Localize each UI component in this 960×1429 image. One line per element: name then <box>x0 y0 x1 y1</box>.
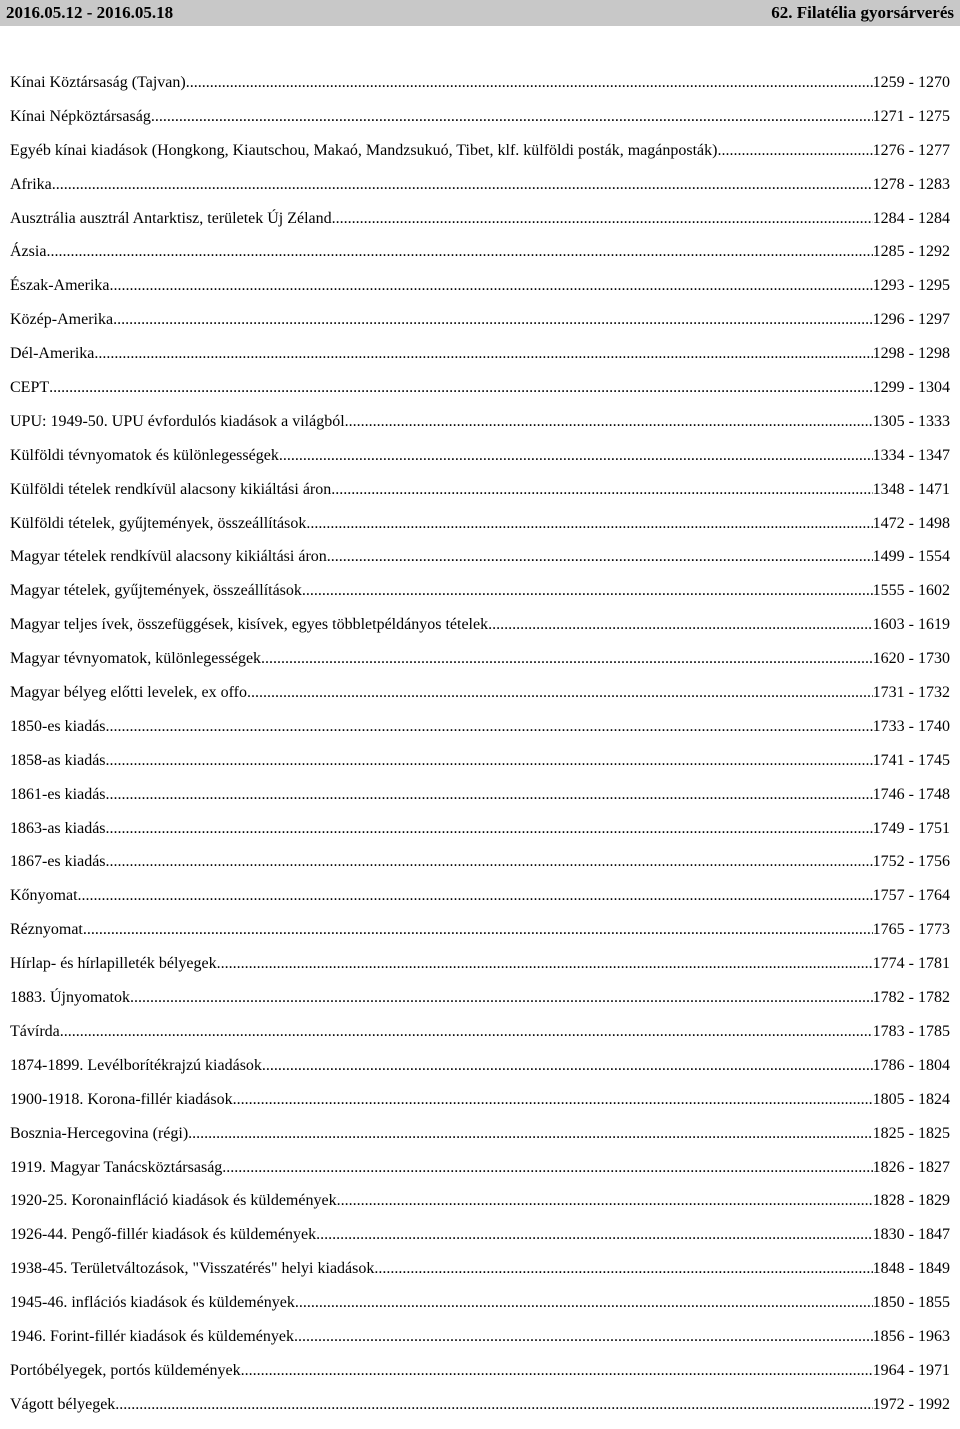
toc-dot-leader <box>332 209 873 229</box>
toc-dot-leader <box>488 615 873 635</box>
toc-entry-lot-range: 1285 - 1292 <box>872 243 950 261</box>
toc-entry-title: 1945-46. inflációs kiadások és küldemények <box>10 1294 295 1312</box>
toc-dot-leader <box>130 988 873 1008</box>
toc-entry[interactable] <box>10 209 950 243</box>
toc-entry-lot-range: 1293 - 1295 <box>872 277 950 295</box>
toc-dot-leader <box>717 141 872 161</box>
toc-entry-lot-range: 1278 - 1283 <box>872 175 950 193</box>
toc-entry[interactable] <box>10 344 950 378</box>
toc-entry-title: 1883. Újnyomatok <box>10 989 130 1007</box>
toc-entry[interactable] <box>10 1327 950 1361</box>
toc-entry[interactable] <box>10 954 950 988</box>
toc-dot-leader <box>337 1191 873 1211</box>
toc-entry[interactable] <box>10 785 950 819</box>
toc-entry-lot-range: 1765 - 1773 <box>872 921 950 939</box>
toc-entry-lot-range: 1746 - 1748 <box>872 785 950 803</box>
toc-entry-title: 1938-45. Területváltozások, "Visszatérés" helyi kiadások <box>10 1260 375 1278</box>
toc-dot-leader <box>261 649 873 669</box>
toc-entry-title: Magyar tévnyomatok, különlegességek <box>10 650 262 668</box>
toc-entry[interactable] <box>10 446 950 480</box>
toc-entry-lot-range: 1334 - 1347 <box>872 446 950 464</box>
toc-dot-leader <box>241 1361 873 1381</box>
toc-entry[interactable] <box>10 73 950 107</box>
toc-entry-title: Magyar tételek rendkívül alacsony kikiáltási áron <box>10 548 327 566</box>
toc-entry[interactable] <box>10 276 950 310</box>
toc-dot-leader <box>115 1395 872 1415</box>
toc-entry-title: Külföldi tévnyomatok és különlegességek <box>10 446 279 464</box>
toc-entry-lot-range: 1603 - 1619 <box>872 616 950 634</box>
toc-entry-lot-range: 1830 - 1847 <box>872 1226 950 1244</box>
toc-entry[interactable] <box>10 514 950 548</box>
toc-entry-lot-range: 1296 - 1297 <box>872 311 950 329</box>
toc-entry-lot-range: 1826 - 1827 <box>872 1158 950 1176</box>
toc-entry-title: 1926-44. Pengő-fillér kiadások és küldemények <box>10 1226 317 1244</box>
toc-dot-leader <box>262 1056 873 1076</box>
toc-entry-lot-range: 1850 - 1855 <box>872 1294 950 1312</box>
toc-entry[interactable] <box>10 1191 950 1225</box>
toc-entry-title: 1900-1918. Korona-fillér kiadások <box>10 1090 233 1108</box>
toc-dot-leader <box>106 717 873 737</box>
toc-entry[interactable] <box>10 1259 950 1293</box>
toc-entry-title: Egyéb kínai kiadások (Hongkong, Kiautschou, Makaó, Mandzsukuó, Tibet, klf. külföldi posták, magánposták) <box>10 141 718 159</box>
toc-entry[interactable] <box>10 988 950 1022</box>
toc-entry-title: Afrika <box>10 175 52 193</box>
toc-entry[interactable] <box>10 920 950 954</box>
toc-entry-title: Közép-Amerika <box>10 311 114 329</box>
toc-dot-leader <box>78 886 873 906</box>
toc-dot-leader <box>83 920 873 940</box>
toc-entry-lot-range: 1284 - 1284 <box>872 209 950 227</box>
toc-entry-lot-range: 1783 - 1785 <box>872 1022 950 1040</box>
toc-entry[interactable] <box>10 1090 950 1124</box>
toc-entry-lot-range: 1731 - 1732 <box>872 684 950 702</box>
toc-entry-title: 1863-as kiadás <box>10 819 106 837</box>
toc-dot-leader <box>217 954 873 974</box>
toc-dot-leader <box>106 819 873 839</box>
toc-entry-title: CEPT <box>10 379 50 397</box>
toc-entry-lot-range: 1472 - 1498 <box>872 514 950 532</box>
toc-entry-title: Kínai Köztársaság (Tajvan) <box>10 74 186 91</box>
toc-entry-lot-range: 1782 - 1782 <box>872 989 950 1007</box>
toc-dot-leader <box>52 175 873 195</box>
toc-entry-title: Réznyomat <box>10 921 83 939</box>
toc-entry[interactable] <box>10 1293 950 1327</box>
toc-dot-leader <box>222 1158 872 1178</box>
toc-dot-leader <box>294 1327 873 1347</box>
page-header <box>0 0 960 26</box>
toc-entry-lot-range: 1276 - 1277 <box>872 141 950 159</box>
toc-entry-lot-range: 1305 - 1333 <box>872 412 950 430</box>
toc-entry-lot-range: 1499 - 1554 <box>872 548 950 566</box>
toc-entry-title: 1920-25. Koronainfláció kiadások és küldemények <box>10 1192 337 1210</box>
toc-dot-leader <box>295 1293 873 1313</box>
toc-entry-title: Külföldi tételek, gyűjtemények, összeállítások <box>10 514 307 532</box>
toc-entry-lot-range: 1555 - 1602 <box>872 582 950 600</box>
auction-date-range: 2016.05.12 - 2016.05.18 <box>6 3 174 22</box>
toc-entry[interactable] <box>10 1124 950 1158</box>
toc-entry-title: Hírlap- és hírlapilleték bélyegek <box>10 955 217 973</box>
toc-dot-leader <box>186 73 873 93</box>
toc-entry[interactable] <box>10 852 950 886</box>
toc-dot-leader <box>279 446 873 466</box>
toc-entry-lot-range: 1620 - 1730 <box>872 650 950 668</box>
toc-entry-title: 1874-1899. Levélborítékrajzú kiadások <box>10 1056 262 1074</box>
toc-entry-lot-range: 1972 - 1992 <box>872 1395 950 1413</box>
toc-entry-lot-range: 1805 - 1824 <box>872 1090 950 1108</box>
toc-entry-title: Távírda <box>10 1022 60 1040</box>
toc-entry-title: 1919. Magyar Tanácsköztársaság <box>10 1158 223 1176</box>
toc-entry[interactable] <box>10 1056 950 1090</box>
toc-entry-lot-range: 1749 - 1751 <box>872 819 950 837</box>
toc-entry[interactable] <box>10 683 950 717</box>
toc-entry[interactable] <box>10 1361 950 1395</box>
toc-entry[interactable] <box>10 480 950 514</box>
toc-entry-lot-range: 1856 - 1963 <box>872 1327 950 1345</box>
toc-entry-title: Magyar bélyeg előtti levelek, ex offo <box>10 684 247 702</box>
toc-entry-lot-range: 1757 - 1764 <box>872 887 950 905</box>
toc-entry-lot-range: 1259 - 1270 <box>872 74 950 91</box>
toc-dot-leader <box>60 1022 873 1042</box>
toc-entry-title: Magyar teljes ívek, összefüggések, kisívek, egyes többletpéldányos tételek <box>10 616 489 634</box>
toc-entry-title: 1861-es kiadás <box>10 785 106 803</box>
toc-dot-leader <box>302 581 873 601</box>
toc-entry-title: Dél-Amerika <box>10 345 95 363</box>
toc-entry-title: Portóbélyegek, portós küldemények <box>10 1361 241 1379</box>
toc-entry[interactable] <box>10 751 950 785</box>
toc-dot-leader <box>46 242 872 262</box>
toc-entry-title: 1946. Forint-fillér kiadások és küldemények <box>10 1327 294 1345</box>
toc-entry[interactable] <box>10 1225 950 1259</box>
toc-entry-title: UPU: 1949-50. UPU évfordulós kiadások a világból <box>10 412 345 430</box>
toc-entry[interactable] <box>10 1395 950 1429</box>
toc-entry-title: 1867-es kiadás <box>10 853 106 871</box>
toc-entry-title: Ázsia <box>10 243 47 261</box>
toc-entry-lot-range: 1828 - 1829 <box>872 1192 950 1210</box>
table-of-contents <box>10 73 950 1429</box>
toc-entry-lot-range: 1774 - 1781 <box>872 955 950 973</box>
toc-entry-title: Ausztrália ausztrál Antarktisz, területek Új Zéland <box>10 209 332 227</box>
toc-entry-lot-range: 1299 - 1304 <box>872 379 950 397</box>
toc-dot-leader <box>94 344 872 364</box>
toc-entry-lot-range: 1741 - 1745 <box>872 751 950 769</box>
toc-entry-title: Magyar tételek, gyűjtemények, összeállítások <box>10 582 302 600</box>
toc-entry[interactable] <box>10 1158 950 1192</box>
toc-entry-lot-range: 1786 - 1804 <box>872 1056 950 1074</box>
toc-dot-leader <box>49 378 873 398</box>
auction-title: 62. Filatélia gyorsárverés <box>771 3 954 22</box>
toc-dot-leader <box>316 1225 873 1245</box>
toc-entry[interactable] <box>10 581 950 615</box>
toc-dot-leader <box>113 310 873 330</box>
toc-dot-leader <box>106 852 873 872</box>
toc-entry[interactable] <box>10 615 950 649</box>
toc-entry-title: 1858-as kiadás <box>10 751 106 769</box>
toc-dot-leader <box>106 785 873 805</box>
toc-entry[interactable] <box>10 412 950 446</box>
toc-entry-title: Észak-Amerika <box>10 277 110 295</box>
toc-dot-leader <box>247 683 873 703</box>
toc-entry-title: Külföldi tételek rendkívül alacsony kikiáltási áron <box>10 480 332 498</box>
toc-dot-leader <box>331 480 872 500</box>
toc-entry-title: 1850-es kiadás <box>10 717 106 735</box>
toc-dot-leader <box>110 276 873 296</box>
toc-entry-lot-range: 1825 - 1825 <box>872 1124 950 1142</box>
toc-entry[interactable] <box>10 242 950 276</box>
toc-dot-leader <box>188 1124 873 1144</box>
toc-entry[interactable] <box>10 886 950 920</box>
toc-entry-lot-range: 1964 - 1971 <box>872 1361 950 1379</box>
toc-dot-leader <box>306 514 872 534</box>
toc-entry-lot-range: 1271 - 1275 <box>872 107 950 125</box>
toc-entry-title: Kínai Népköztársaság <box>10 107 151 125</box>
toc-entry-lot-range: 1348 - 1471 <box>872 480 950 498</box>
toc-dot-leader <box>151 107 873 127</box>
toc-dot-leader <box>345 412 873 432</box>
toc-entry-lot-range: 1733 - 1740 <box>872 717 950 735</box>
toc-entry[interactable] <box>10 378 950 412</box>
toc-dot-leader <box>327 547 873 567</box>
toc-entry[interactable] <box>10 1022 950 1056</box>
toc-entry[interactable] <box>10 649 950 683</box>
toc-dot-leader <box>106 751 873 771</box>
toc-entry[interactable] <box>10 141 950 175</box>
toc-entry-lot-range: 1298 - 1298 <box>872 345 950 363</box>
toc-entry[interactable] <box>10 175 950 209</box>
toc-dot-leader <box>374 1259 872 1279</box>
toc-entry-lot-range: 1752 - 1756 <box>872 853 950 871</box>
toc-entry[interactable] <box>10 547 950 581</box>
toc-entry[interactable] <box>10 310 950 344</box>
toc-entry-title: Vágott bélyegek <box>10 1395 116 1413</box>
toc-dot-leader <box>233 1090 873 1110</box>
toc-entry[interactable] <box>10 107 950 141</box>
toc-entry[interactable] <box>10 819 950 853</box>
toc-entry-title: Bosznia-Hercegovina (régi) <box>10 1124 189 1142</box>
toc-entry[interactable] <box>10 717 950 751</box>
toc-entry-lot-range: 1848 - 1849 <box>872 1260 950 1278</box>
toc-entry-title: Kőnyomat <box>10 887 78 905</box>
